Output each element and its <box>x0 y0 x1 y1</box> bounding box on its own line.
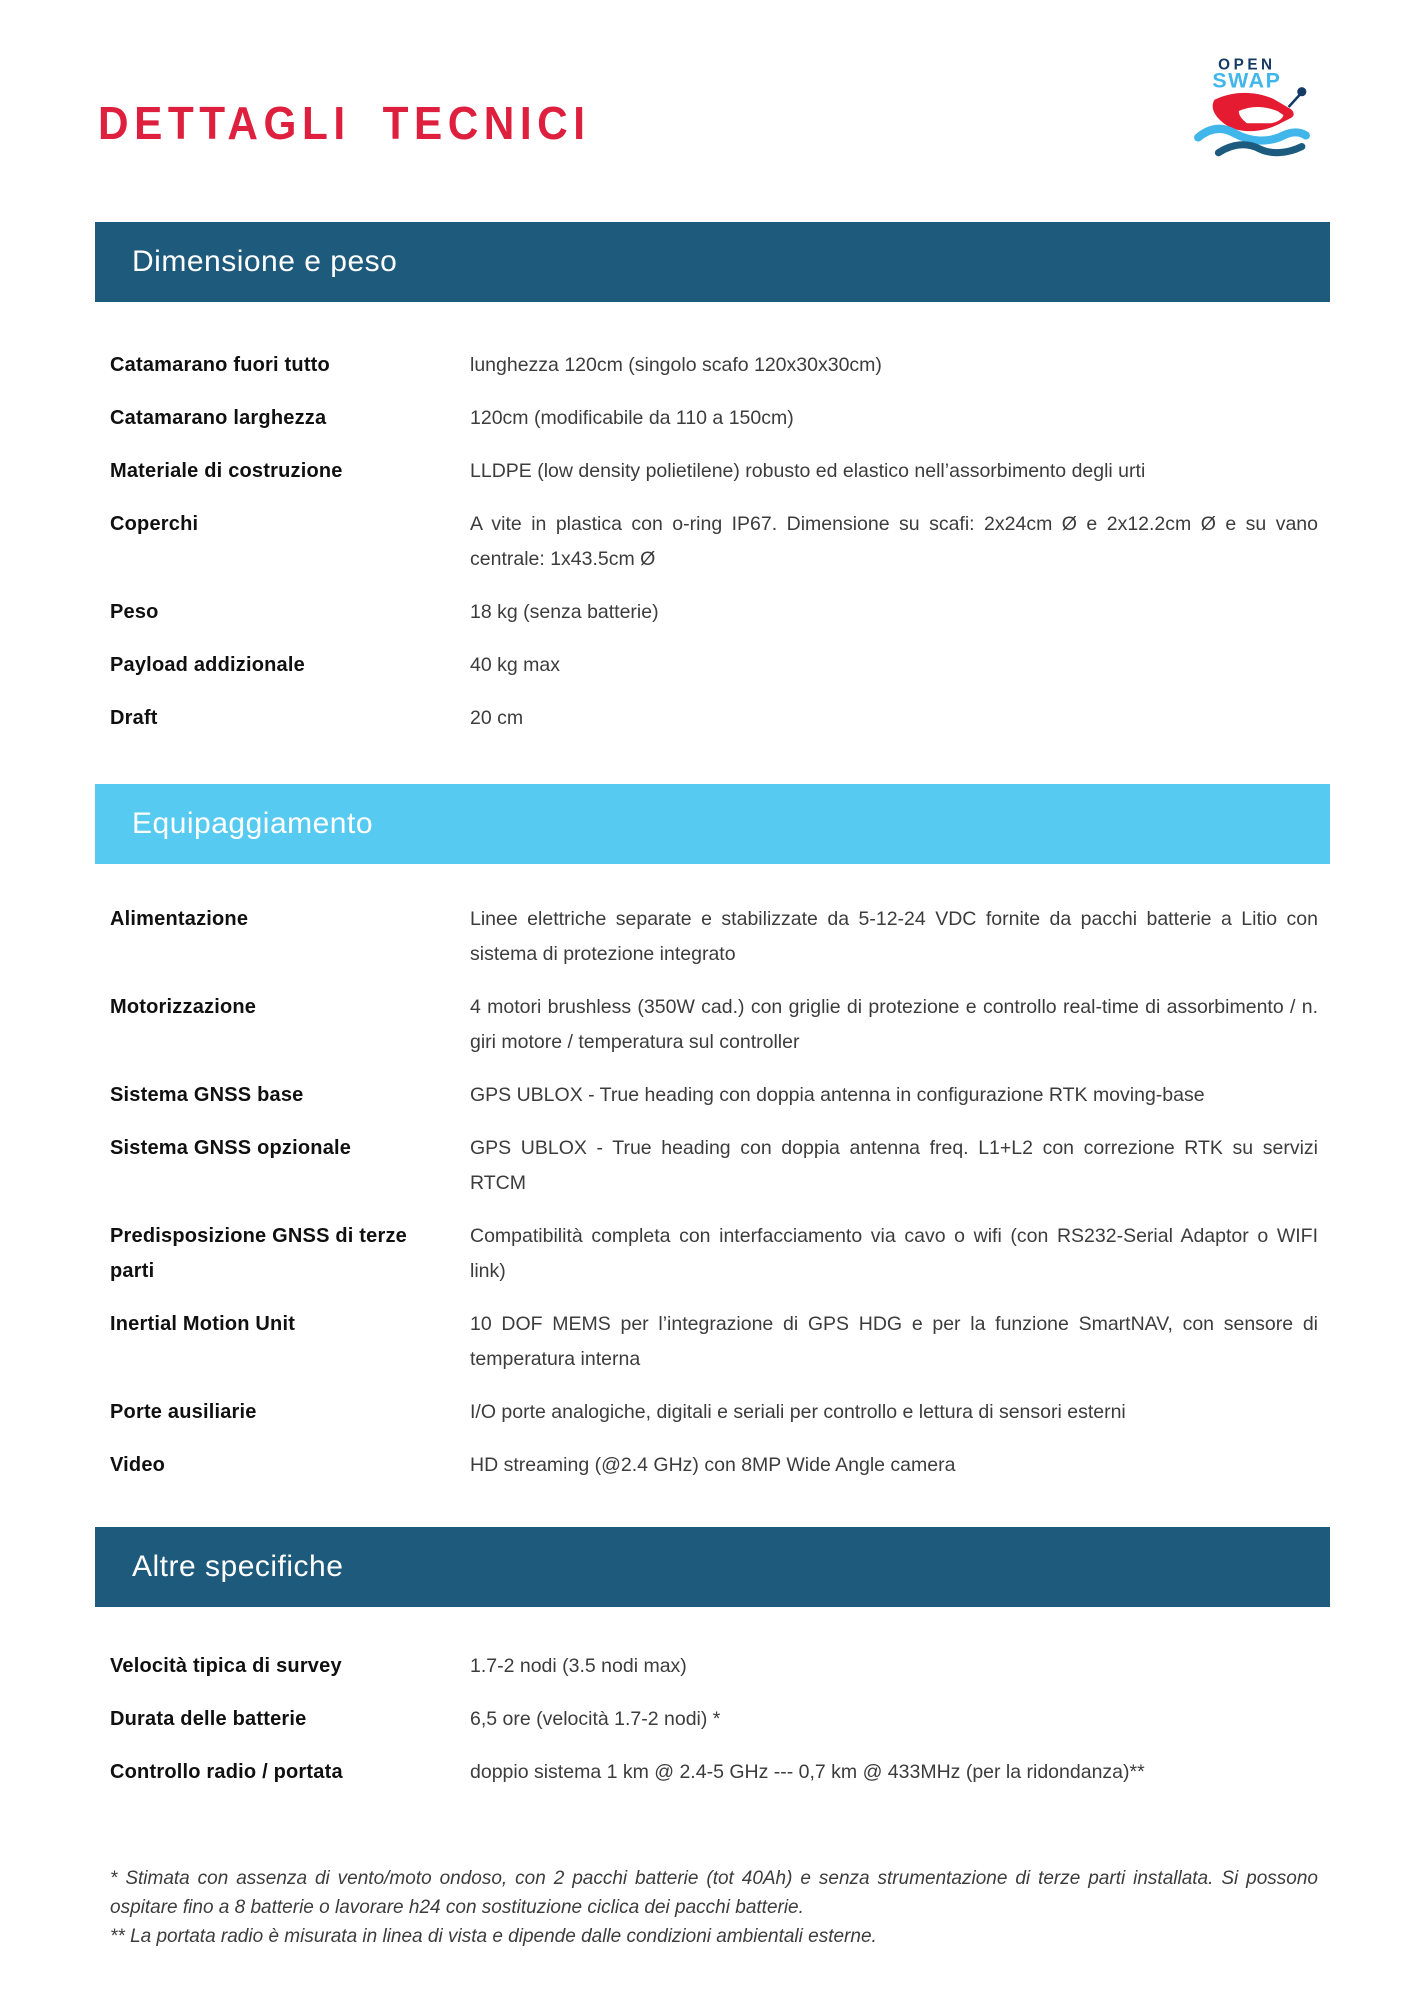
spec-label: Catamarano larghezza <box>110 407 327 429</box>
section-header-band <box>95 222 1330 302</box>
page-header <box>0 0 1414 222</box>
spec-section <box>0 222 1414 784</box>
spec-label: Predisposizione GNSS di terze parti <box>110 1225 407 1282</box>
spec-row <box>110 1702 1318 1737</box>
spec-section <box>0 1527 1414 1834</box>
spec-label: Porte ausiliarie <box>110 1401 257 1423</box>
spec-label: Inertial Motion Unit <box>110 1313 296 1335</box>
spec-label: Motorizzazione <box>110 996 257 1018</box>
spec-value: 6,5 ore (velocità 1.7-2 nodi) * <box>470 1708 721 1730</box>
spec-row <box>110 401 1318 436</box>
openswap-logo <box>1192 54 1314 164</box>
spec-label: Catamarano fuori tutto <box>110 354 330 376</box>
spec-value: 4 motori brushless (350W cad.) con griglie di protezione e controllo real-time di assorbimento / n. giri motore / temperatura sul controller <box>470 996 1318 1053</box>
spec-value: GPS UBLOX - True heading con doppia antenna in configurazione RTK moving-base <box>470 1084 1205 1106</box>
spec-value: A vite in plastica con o-ring IP67. Dimensione su scafi: 2x24cm Ø e 2x12.2cm Ø e su vano centrale: 1x43.5cm Ø <box>470 513 1318 570</box>
section-header-band <box>95 1527 1330 1607</box>
section-body <box>110 302 1318 784</box>
spec-row <box>110 1755 1318 1790</box>
spec-label: Sistema GNSS base <box>110 1084 304 1106</box>
spec-label: Controllo radio / portata <box>110 1761 343 1783</box>
section-header-band <box>95 784 1330 864</box>
spec-label: Velocità tipica di survey <box>110 1655 342 1677</box>
spec-value: 120cm (modificabile da 110 a 150cm) <box>470 407 794 429</box>
spec-row <box>110 1219 1318 1289</box>
spec-row <box>110 1131 1318 1201</box>
spec-value: 1.7-2 nodi (3.5 nodi max) <box>470 1655 687 1677</box>
footnotes <box>110 1864 1318 1951</box>
spec-row <box>110 1307 1318 1377</box>
boat-antenna-dot <box>1297 87 1306 96</box>
spec-row <box>110 1649 1318 1684</box>
spec-value: Linee elettriche separate e stabilizzate da 5-12-24 VDC fornite da pacchi batterie a Litio con sistema di protezione integrato <box>470 908 1318 965</box>
spec-row <box>110 648 1318 683</box>
spec-value: 20 cm <box>470 707 524 729</box>
section-title: Altre specifiche <box>132 1550 344 1583</box>
spec-sections <box>0 222 1414 1834</box>
spec-value: Compatibilità completa con interfacciamento via cavo o wifi (con RS232-Serial Adaptor o WIFI link) <box>470 1225 1318 1282</box>
section-title: Dimensione e peso <box>132 245 398 278</box>
spec-label: Alimentazione <box>110 908 249 930</box>
spec-value: lunghezza 120cm (singolo scafo 120x30x30cm) <box>470 354 882 376</box>
spec-label: Coperchi <box>110 513 199 535</box>
spec-row <box>110 348 1318 383</box>
spec-section <box>0 784 1414 1527</box>
spec-value: 10 DOF MEMS per l’integrazione di GPS HDG e per la funzione SmartNAV, con sensore di temperatura interna <box>470 1313 1318 1370</box>
section-body <box>110 864 1318 1527</box>
spec-label: Draft <box>110 707 158 729</box>
spec-row <box>110 1078 1318 1113</box>
logo-open-text: OPEN <box>1218 56 1276 74</box>
spec-value: HD streaming (@2.4 GHz) con 8MP Wide Angle camera <box>470 1454 956 1476</box>
spec-value: 40 kg max <box>470 654 560 676</box>
spec-value: GPS UBLOX - True heading con doppia antenna freq. L1+L2 con correzione RTK su servizi RTCM <box>470 1137 1318 1194</box>
spec-row <box>110 990 1318 1060</box>
spec-row <box>110 507 1318 577</box>
spec-value: I/O porte analogiche, digitali e seriali per controllo e lettura di sensori esterni <box>470 1401 1126 1423</box>
spec-row <box>110 1395 1318 1430</box>
spec-row <box>110 454 1318 489</box>
spec-label: Payload addizionale <box>110 654 305 676</box>
spec-row <box>110 902 1318 972</box>
spec-row <box>110 701 1318 736</box>
wave-dark-icon <box>1218 145 1301 153</box>
footnote-line: ** La portata radio è misurata in linea di vista e dipende dalle condizioni ambientali esterne. <box>110 1926 877 1947</box>
spec-label: Peso <box>110 601 159 623</box>
spec-label: Sistema GNSS opzionale <box>110 1137 352 1159</box>
spec-label: Materiale di costruzione <box>110 460 343 482</box>
section-body <box>110 1607 1318 1834</box>
page-title: DETTAGLI TECNICI <box>98 97 591 149</box>
spec-label: Durata delle batterie <box>110 1708 307 1730</box>
spec-value: LLDPE (low density polietilene) robusto ed elastico nell’assorbimento degli urti <box>470 460 1146 482</box>
section-title: Equipaggiamento <box>132 807 374 840</box>
spec-value: 18 kg (senza batterie) <box>470 601 659 623</box>
spec-value: doppio sistema 1 km @ 2.4-5 GHz --- 0,7 km @ 433MHz (per la ridondanza)** <box>470 1761 1145 1783</box>
spec-row <box>110 595 1318 630</box>
spec-label: Video <box>110 1454 166 1476</box>
boat-antenna-icon <box>1289 95 1300 107</box>
logo-swap-text: SWAP <box>1212 68 1282 93</box>
spec-row <box>110 1448 1318 1483</box>
footnote-line: * Stimata con assenza di vento/moto ondoso, con 2 pacchi batterie (tot 40Ah) e senza strumentazione di terze parti installata. Si possono ospitare fino a 8 batterie o lavorare h24 con sostituzione ciclica dei pacchi batterie. <box>110 1868 1318 1918</box>
